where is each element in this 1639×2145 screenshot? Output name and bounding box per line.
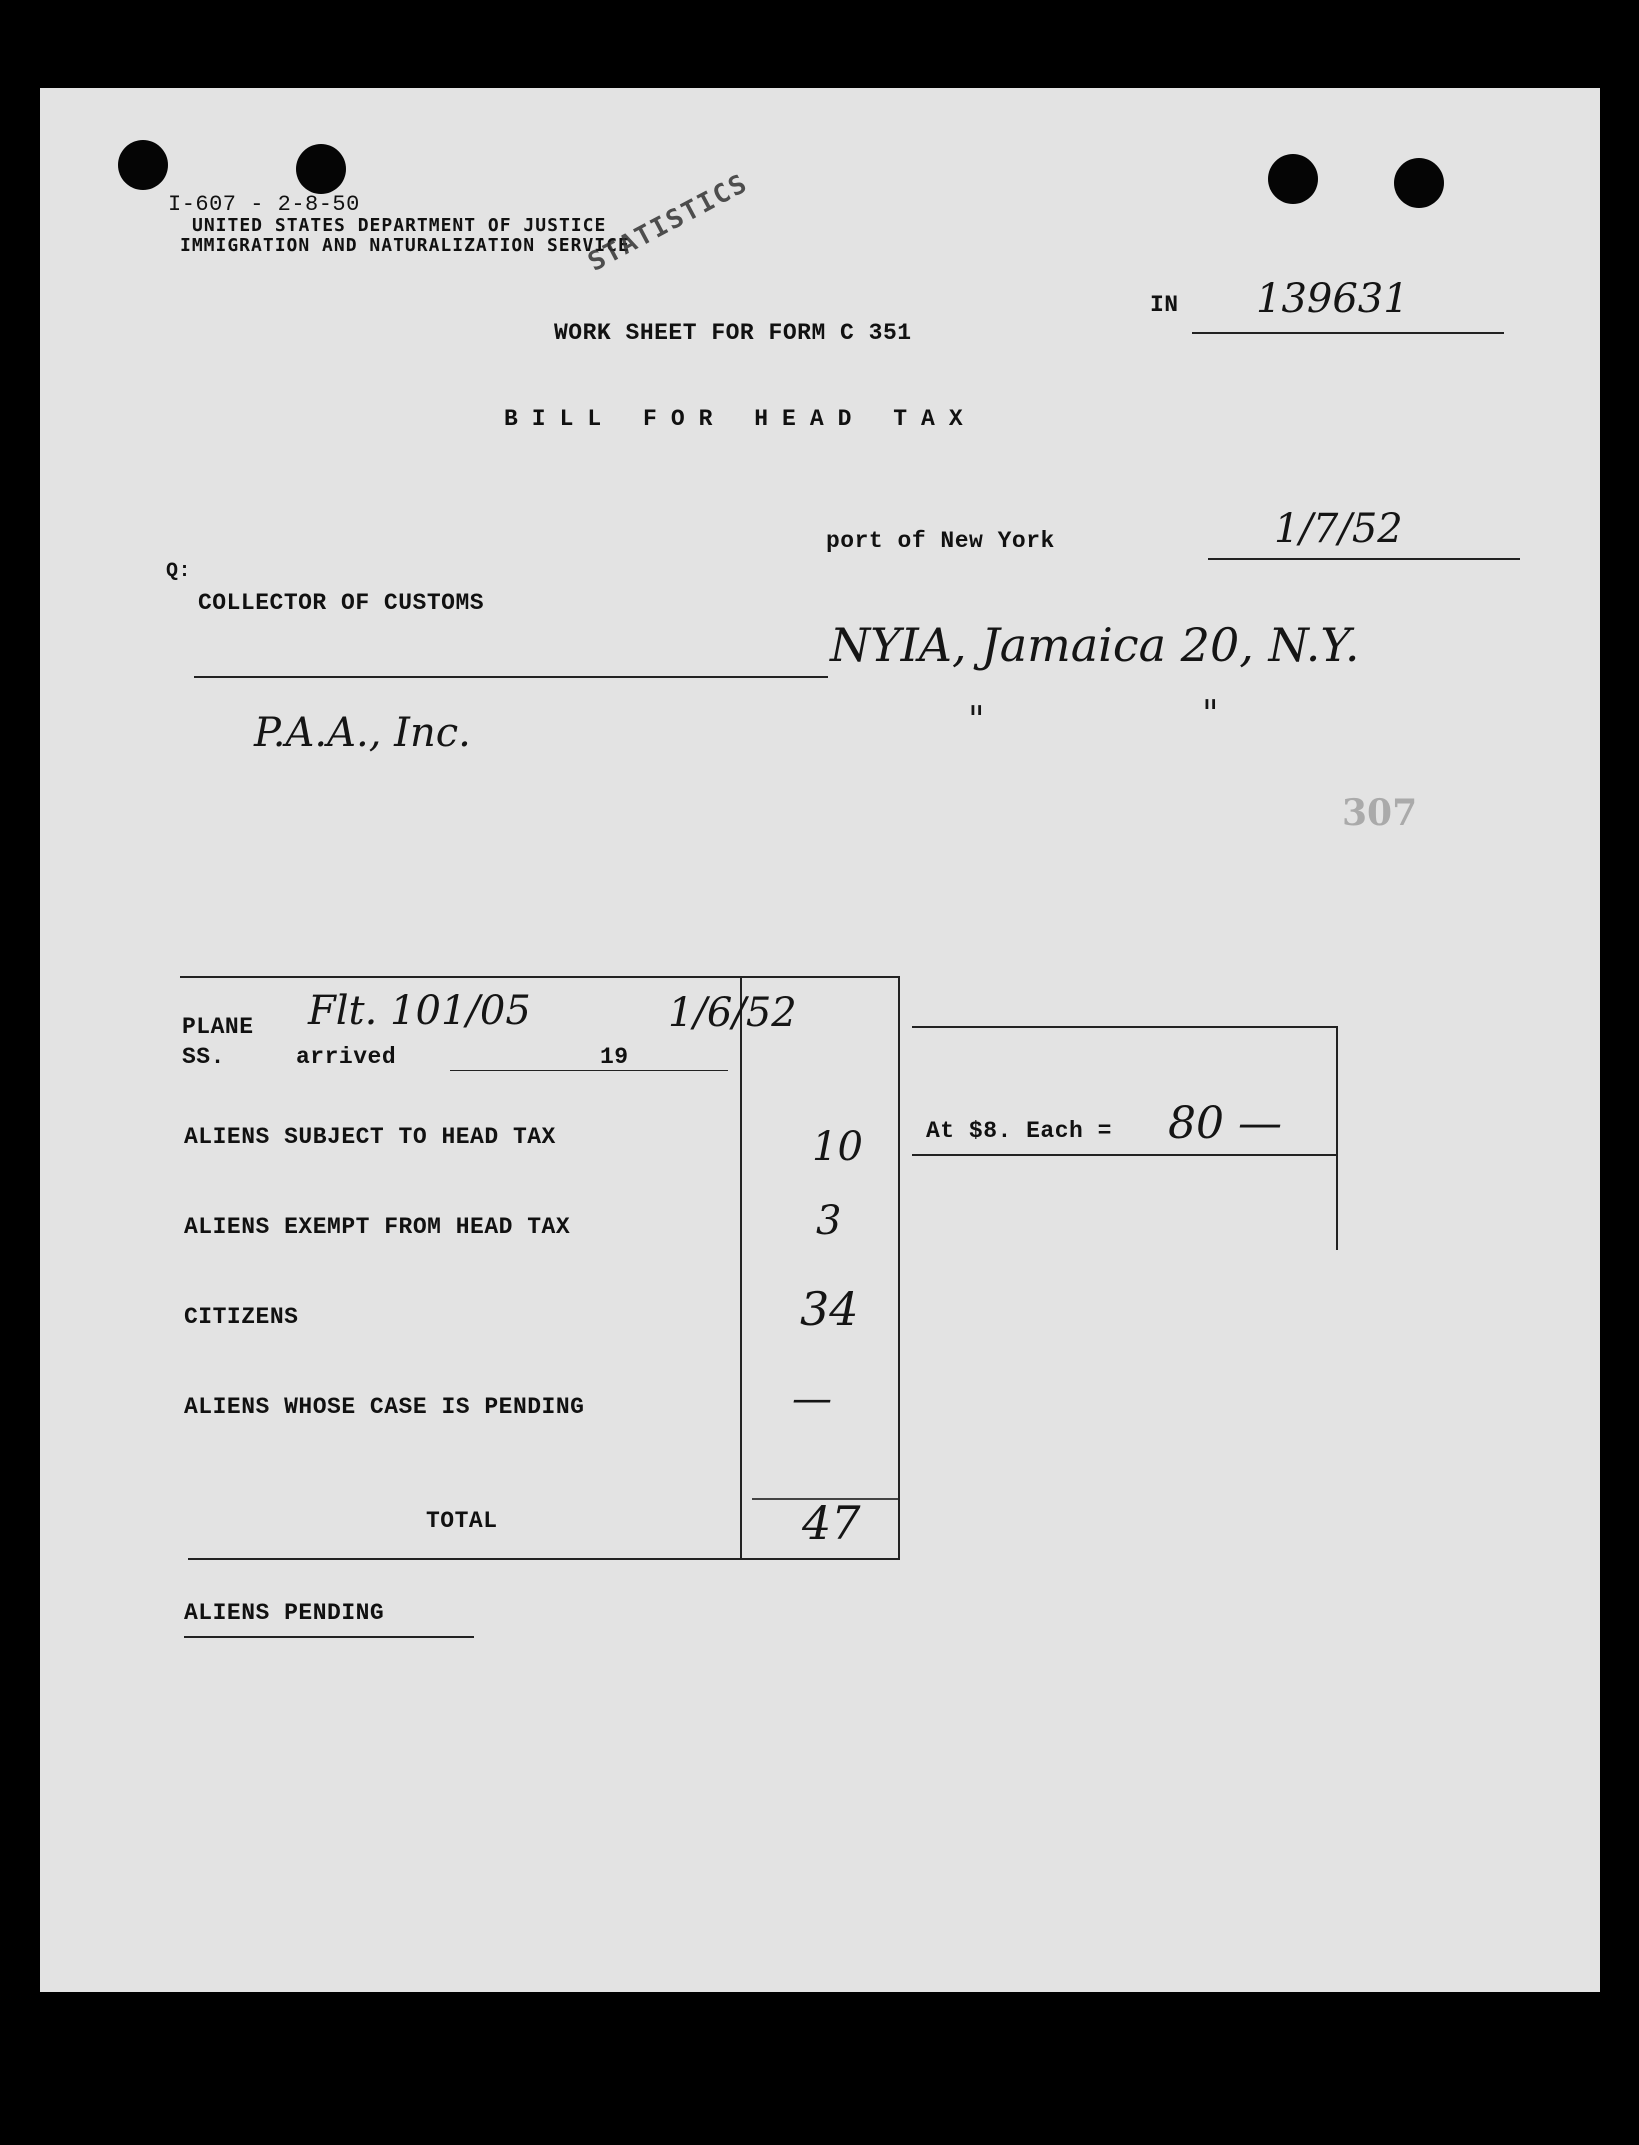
- port-label: port of New York: [826, 528, 1055, 554]
- rate-box-top: [912, 1026, 1338, 1028]
- rate-box-right: [1336, 1026, 1338, 1250]
- arrived-label: arrived: [296, 1044, 397, 1070]
- row-label-subject: ALIENS SUBJECT TO HEAD TAX: [184, 1124, 556, 1150]
- statistics-stamp: STATISTICS: [583, 168, 754, 278]
- faint-stamped-number: 307: [1342, 792, 1418, 834]
- rate-label: At $8. Each =: [926, 1118, 1112, 1144]
- carrier-handwritten: P.A.A., Inc.: [254, 710, 471, 756]
- in-label: IN: [1150, 292, 1179, 318]
- punch-hole-right-1: [1268, 154, 1318, 204]
- document-page: [40, 88, 1600, 1992]
- ss-label: SS.: [182, 1044, 225, 1070]
- plane-label: PLANE: [182, 1014, 254, 1040]
- total-label: TOTAL: [426, 1508, 498, 1534]
- department-name: UNITED STATES DEPARTMENT OF JUSTICE: [192, 215, 607, 236]
- total-value: 47: [802, 1496, 861, 1550]
- in-number-underline: [1192, 332, 1504, 334]
- row-label-pending: ALIENS WHOSE CASE IS PENDING: [184, 1394, 585, 1420]
- table-right-border: [898, 976, 900, 1560]
- row-value-subject: 10: [812, 1124, 863, 1170]
- collector-label: COLLECTOR OF CUSTOMS: [198, 590, 485, 616]
- head-tax-amount: 80 —: [1168, 1098, 1282, 1149]
- to-label: Q:: [166, 560, 192, 583]
- punch-hole-left-1: [118, 140, 168, 190]
- row-value-citizens: 34: [800, 1282, 859, 1336]
- aliens-pending-underline: [184, 1636, 474, 1638]
- punch-hole-right-2: [1394, 158, 1444, 208]
- punch-hole-left-2: [296, 144, 346, 194]
- worksheet-title: WORK SHEET FOR FORM C 351: [554, 320, 912, 346]
- arrival-date-underline: [450, 1070, 728, 1071]
- bill-title: BILL FOR HEAD TAX: [504, 406, 977, 432]
- row-label-citizens: CITIZENS: [184, 1304, 299, 1330]
- date-underline: [1208, 558, 1520, 560]
- aliens-pending-label: ALIENS PENDING: [184, 1600, 385, 1626]
- collector-underline: [194, 676, 828, 678]
- table-bottom-border: [188, 1558, 898, 1560]
- year-prefix: 19: [600, 1044, 629, 1070]
- row-value-pending: —: [792, 1376, 832, 1422]
- row-label-exempt: ALIENS EXEMPT FROM HEAD TAX: [184, 1214, 571, 1240]
- arrival-date: 1/6/52: [668, 990, 797, 1036]
- ditto-mark-1: ": [968, 700, 985, 741]
- table-top-border: [180, 976, 898, 978]
- rate-box-bottom: [912, 1154, 1338, 1156]
- location-handwritten: NYIA, Jamaica 20, N.Y.: [830, 618, 1360, 672]
- service-name: IMMIGRATION AND NATURALIZATION SERVICE: [180, 235, 630, 256]
- in-number: 139631: [1256, 276, 1409, 322]
- ditto-mark-2: ": [1202, 694, 1219, 735]
- row-value-exempt: 3: [816, 1198, 842, 1244]
- table-divider: [740, 976, 742, 1560]
- form-code: I-607 - 2-8-50: [168, 192, 360, 217]
- flight-number: Flt. 101/05: [308, 988, 531, 1034]
- bill-date: 1/7/52: [1274, 506, 1403, 552]
